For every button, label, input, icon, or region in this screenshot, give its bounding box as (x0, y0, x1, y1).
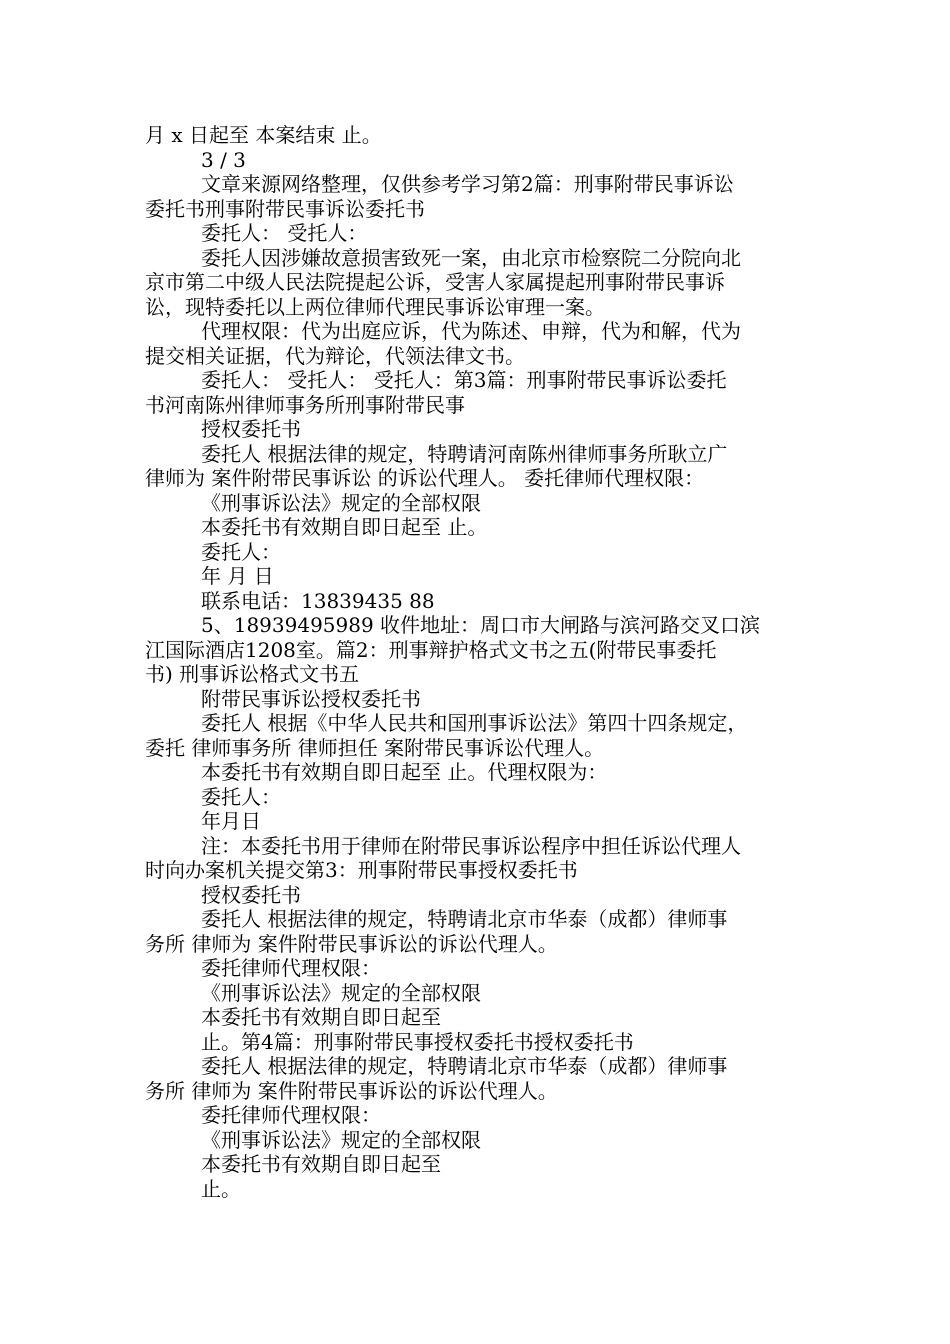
document-line: 委托 律师事务所 律师担任 案附带民事诉讼代理人。 (145, 735, 605, 760)
document-line: 委托律师代理权限： (201, 956, 381, 980)
document-line: 5、18939495989 收件地址：周口市大闸路与滨河路交叉口滨 (201, 613, 761, 637)
document-line: 律师为 案件附带民事诉讼 的诉讼代理人。 委托律师代理权限： (145, 466, 705, 490)
document-line: 止。 (201, 1176, 241, 1201)
document-line: 委托人： (201, 784, 281, 809)
document-line: 委托人： 受托人： (201, 221, 368, 245)
document-body (145, 123, 813, 1201)
document-line: 年月日 (201, 809, 261, 833)
document-line: 《刑事诉讼法》规定的全部权限 (201, 490, 481, 515)
document-line: 京市第二中级人民法院提起公诉，受害人家属提起刑事附带民事诉 (145, 270, 725, 294)
document-line: 委托人 根据法律的规定，特聘请北京市华泰（成都）律师事 (201, 1054, 728, 1078)
document-line: 委托人 根据法律的规定，特聘请河南陈州律师事务所耿立广 (201, 441, 728, 466)
document-line: 江国际酒店1208室。篇2：刑事辩护格式文书之五(附带民事委托 (145, 637, 717, 662)
document-line: 委托律师代理权限： (201, 1103, 381, 1127)
document-line: 委托人 根据法律的规定，特聘请北京市华泰（成都）律师事 (201, 907, 728, 931)
document-line: 委托人 根据《中华人民共和国刑事诉讼法》第四十四条规定， (201, 711, 748, 735)
document-line: 委托人： (201, 539, 281, 564)
document-line: 附带民事诉讼授权委托书 (201, 686, 421, 711)
document-line: 联系电话：13839435 88 (201, 588, 435, 613)
document-line: 本委托书有效期自即日起至 止。代理权限为： (201, 760, 608, 784)
document-line: 年 月 日 (201, 564, 274, 588)
document-line: 3 / 3 (201, 147, 246, 172)
document-line: 书) 刑事诉讼格式文书五 (145, 662, 360, 686)
document-line: 注：本委托书用于律师在附带民事诉讼程序中担任诉讼代理人 (201, 833, 741, 858)
document-line: 讼，现特委托以上两位律师代理民事诉讼审理一案。 (145, 294, 605, 319)
document-line: 书河南陈州律师事务所刑事附带民事 (145, 392, 465, 417)
document-line: 月 x 日起至 本案结束 止。 (145, 123, 382, 147)
document-line: 代理权限：代为出庭应诉，代为陈述、申辩，代为和解，代为 (201, 319, 741, 343)
document-line: 止。第4篇：刑事附带民事授权委托书授权委托书 (201, 1029, 634, 1054)
document-line: 《刑事诉讼法》规定的全部权限 (201, 1127, 481, 1152)
document-line: 务所 律师为 案件附带民事诉讼的诉讼代理人。 (145, 1078, 558, 1103)
document-line: 《刑事诉讼法》规定的全部权限 (201, 980, 481, 1005)
document-line: 提交相关证据，代为辩论，代领法律文书。 (145, 343, 525, 368)
document-line: 授权委托书 (201, 417, 301, 441)
document-line: 委托书刑事附带民事诉讼委托书 (145, 196, 425, 221)
document-line: 本委托书有效期自即日起至 (201, 1005, 441, 1029)
document-line: 文章来源网络整理，仅供参考学习第2篇：刑事附带民事诉讼 (201, 172, 734, 196)
document-line: 委托人： 受托人： 受托人：第3篇：刑事附带民事诉讼委托 (201, 368, 727, 392)
document-line: 委托人因涉嫌故意损害致死一案，由北京市检察院二分院向北 (201, 245, 741, 270)
document-line: 授权委托书 (201, 882, 301, 907)
document-line: 务所 律师为 案件附带民事诉讼的诉讼代理人。 (145, 931, 558, 956)
document-line: 本委托书有效期自即日起至 止。 (201, 515, 488, 539)
document-line: 本委托书有效期自即日起至 (201, 1152, 441, 1176)
document-line: 时向办案机关提交第3：刑事附带民事授权委托书 (145, 858, 578, 882)
